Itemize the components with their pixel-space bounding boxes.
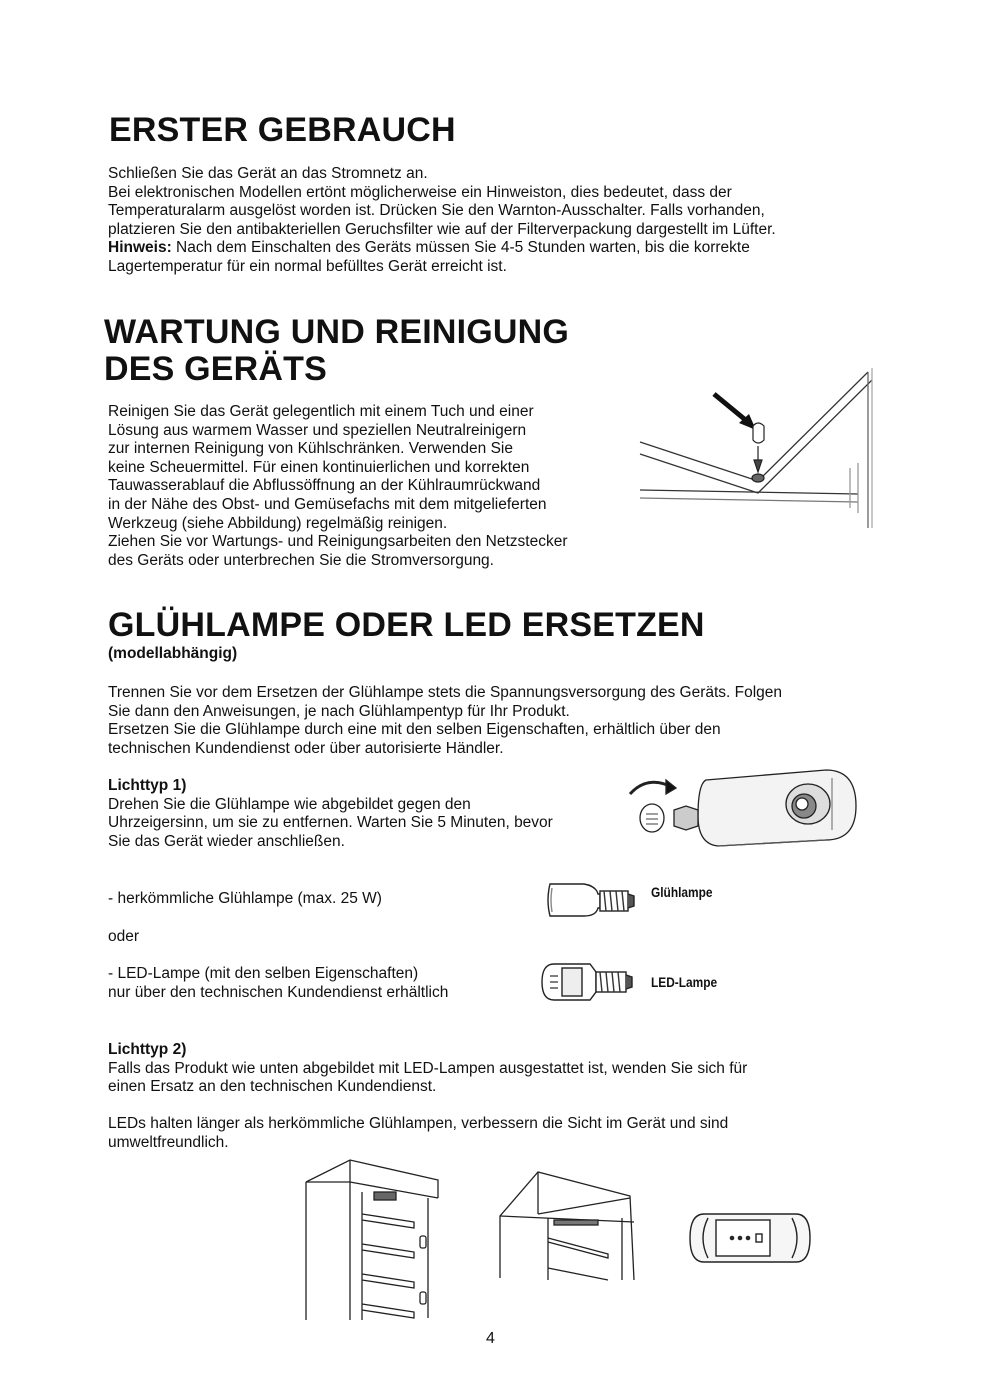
bulb-option: - herkömmliche Glühlampe (max. 25 W) [108,890,382,907]
bulb-label: Glühlampe [651,884,713,900]
text-line: keine Scheuermittel. Für einen kontinuierlichen und korrekten [108,458,530,476]
or-text: oder [108,928,140,945]
section3-intro [108,684,782,758]
note-line [108,239,776,258]
text-line: zur internen Reinigung von Kühlschränken. Verwenden Sie [108,440,513,458]
light-type2-block [108,1041,747,1097]
section2-body [108,403,568,570]
light-type2-heading: Lichttyp 2) [108,1041,187,1058]
lamp-housing-illustration [626,766,858,850]
arrow-icon [714,394,748,422]
text-line: platzieren Sie den antibakteriellen Geruchsfilter wie auf der Filterverpackung dargestellt im Lüfter. [108,220,776,238]
light-type1-heading: Lichttyp 1) [108,777,187,794]
led-strip-icon-2 [554,1220,598,1225]
text-line: Ziehen Sie vor Wartungs- und Reinigungsarbeiten den Netzstecker [108,533,568,551]
bulb-socket-icon [674,806,698,830]
text-line: Tauwasserablauf die Abflussöffnung an der Kühlraumrückwand [108,477,541,495]
text-line: Lösung aus warmem Wasser und speziellen Neutralreinigern [108,421,527,439]
led-benefit-text [108,1115,728,1152]
text-line: Sie das Gerät wieder anschließen. [108,832,345,850]
bulb-removed-icon [640,804,664,832]
text-line: Schließen Sie das Gerät an das Stromnetz an. [108,165,428,182]
text-line: einen Ersatz an den technischen Kundendienst. [108,1078,437,1096]
led-option-block [108,965,448,1002]
section-title-wartung-line2: DES GERÄTS [104,350,328,388]
text-line: - LED-Lampe (mit den selben Eigenschaften) [108,965,419,982]
section-title-gluehlampe: GLÜHLAMPE ODER LED ERSETZEN [108,606,705,644]
text-line: Trennen Sie vor dem Ersetzen der Glühlampe stets die Spannungsversorgung des Geräts. Folgen [108,684,783,701]
incandescent-bulb-icon [544,880,636,920]
text-line: Werkzeug (siehe Abbildung) regelmäßig reinigen. [108,514,448,532]
text-line: Reinigen Sie das Gerät gelegentlich mit einem Tuch und einer [108,403,534,420]
text-line: in der Nähe des Obst- und Gemüsefachs mit dem mitgelieferten [108,495,547,513]
light-type1-block [108,777,553,851]
text-line: des Geräts oder unterbrechen Sie die Stromversorgung. [108,551,494,569]
fridge-top-illustration [498,1168,638,1284]
note-label: Hinweis: [108,239,172,257]
section-title-wartung-line1: WARTUNG UND REINIGUNG [104,313,570,351]
led-module-illustration [688,1212,812,1264]
note-text: Nach dem Einschalten des Geräts müssen Sie 4-5 Stunden warten, bis die korrekte [171,239,750,257]
drain-cleaning-illustration [640,368,878,533]
text-line: nur über den technischen Kundendienst erhältlich [108,983,449,1001]
section1-body [108,165,776,277]
text-line: LEDs halten länger als herkömmliche Glühlampen, verbessern die Sicht im Gerät und sind [108,1115,729,1132]
text-line: Temperaturalarm ausgelöst worden ist. Drücken Sie den Warnton-Ausschalter. Falls vorhanden, [108,202,765,220]
text-line: Falls das Produkt wie unten abgebildet mit LED-Lampen ausgestattet ist, wenden Sie sich für [108,1059,748,1077]
text-line: Bei elektronischen Modellen ertönt möglicherweise ein Hinweiston, dies bedeutet, dass der [108,183,732,201]
drain-tool-icon [752,423,764,482]
fridge-interior-illustration [302,1158,440,1322]
page-number: 4 [486,1330,495,1347]
text-line: Ersetzen Sie die Glühlampe durch eine mit den selben Eigenschaften, erhältlich über den [108,721,721,739]
led-strip-icon [374,1192,396,1200]
section-title-erster-gebrauch: ERSTER GEBRAUCH [109,111,456,149]
text-line: umweltfreundlich. [108,1133,229,1151]
text-line: technischen Kundendienst oder über autorisierte Händler. [108,739,504,757]
text-line: Uhrzeigersinn, um sie zu entfernen. Warten Sie 5 Minuten, bevor [108,814,553,832]
text-line: Sie dann den Anweisungen, je nach Glühlampentyp für Ihr Produkt. [108,702,570,720]
text-line: Drehen Sie die Glühlampe wie abgebildet gegen den [108,795,471,813]
section3-subtitle: (modellabhängig) [108,645,238,662]
led-label: LED-Lampe [651,974,718,990]
led-bulb-icon [540,962,636,1002]
text-line: Lagertemperatur für ein normal befülltes Gerät erreicht ist. [108,257,507,275]
